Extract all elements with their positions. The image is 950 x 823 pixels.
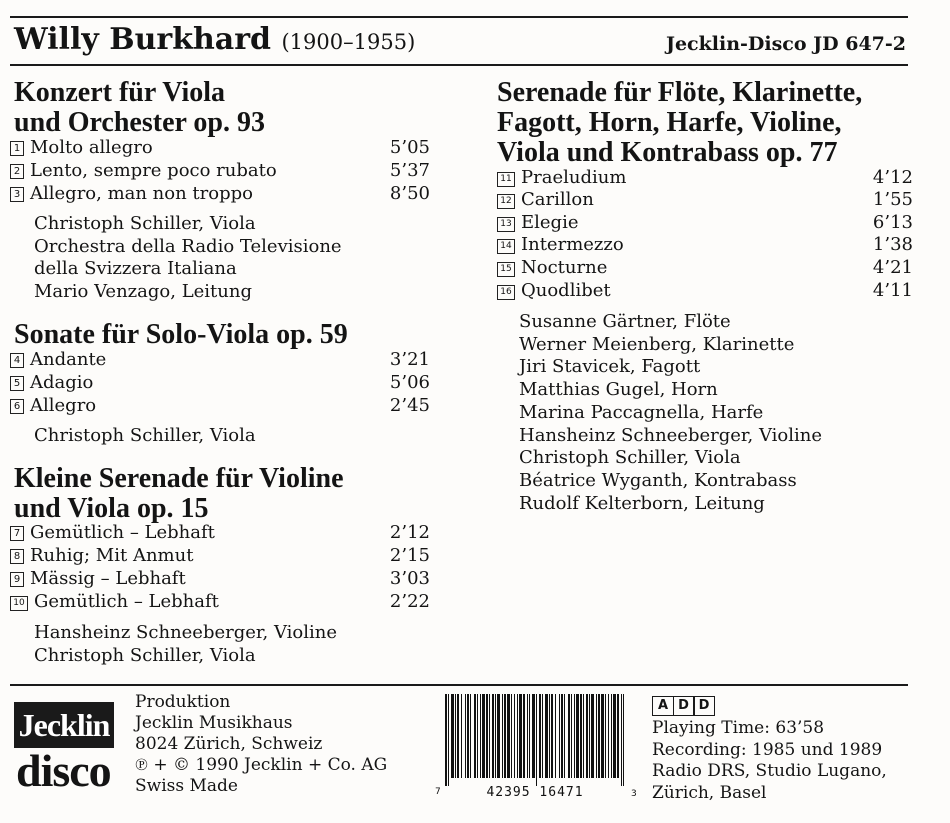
bottom-rule — [10, 684, 908, 686]
track-number: 9 — [10, 572, 24, 587]
track-row — [10, 160, 430, 183]
barcode-bar — [495, 694, 496, 778]
track-duration: 1’38 — [872, 234, 913, 255]
top-rule — [10, 16, 908, 18]
track-row — [10, 183, 430, 206]
barcode-bar — [511, 694, 512, 778]
barcode-bar — [617, 694, 619, 778]
barcode-bar — [507, 694, 510, 778]
barcode-bar — [474, 694, 476, 778]
barcode-bars — [445, 694, 624, 786]
composer-name: Willy Burkhard — [14, 22, 272, 57]
track-name: Allegro, man non troppo — [30, 183, 253, 204]
barcode-bar — [542, 694, 543, 778]
track-number: 7 — [10, 526, 24, 541]
sparscode-letter: D — [693, 696, 715, 716]
barcode-bar — [445, 694, 447, 786]
performer-list — [34, 622, 337, 667]
performer: Orchestra della Radio Televisione — [34, 235, 342, 257]
track-name: Andante — [30, 349, 107, 370]
barcode-bar — [559, 694, 560, 778]
track-row — [497, 234, 913, 257]
track-name: Mässig – Lebhaft — [30, 568, 186, 589]
track-name: Intermezzo — [521, 234, 624, 255]
track-row — [10, 349, 430, 372]
barcode-bar — [486, 694, 488, 778]
barcode-bar — [527, 694, 528, 778]
barcode-bar — [451, 694, 454, 778]
track-duration: 2’15 — [389, 545, 430, 566]
barcode-bar — [514, 694, 515, 778]
barcode-bar — [580, 694, 582, 778]
barcode-bar — [551, 694, 553, 778]
track-number: 3 — [10, 187, 24, 202]
track-number: 10 — [10, 596, 28, 611]
barcode-bar — [601, 694, 604, 778]
barcode-bar — [448, 694, 449, 786]
playing-time: Playing Time: 63’58 — [652, 718, 825, 738]
barcode-bar — [613, 694, 616, 778]
track-row — [497, 212, 913, 235]
barcode-bar — [583, 694, 584, 778]
sparscode-letter: D — [673, 696, 695, 716]
track-name: Molto allegro — [30, 137, 153, 158]
track-number: 6 — [10, 399, 24, 414]
track-duration: 1’55 — [872, 189, 913, 210]
barcode-bar — [623, 694, 624, 786]
track-duration: 5’37 — [389, 160, 430, 181]
track-row — [10, 545, 430, 568]
track-duration: 2’45 — [389, 395, 430, 416]
track-name: Allegro — [30, 395, 97, 416]
label-catalog-number: Jecklin-Disco JD 647-2 — [665, 33, 906, 55]
barcode-bar — [536, 694, 537, 786]
barcode-bar — [608, 694, 609, 778]
performer: Christoph Schiller, Viola — [519, 447, 741, 469]
barcode-bar — [561, 694, 563, 778]
performer: Mario Venzago, Leitung — [34, 281, 252, 303]
composer-heading — [14, 22, 415, 57]
composer-dates: (1900–1955) — [281, 30, 416, 54]
track-number: 1 — [10, 141, 24, 156]
performer: Susanne Gärtner, Flöte — [519, 311, 731, 332]
performer: Hansheinz Schneeberger, Violine — [34, 622, 338, 643]
barcode-bar — [611, 694, 612, 778]
barcode-bar — [489, 694, 490, 778]
barcode-bar — [574, 694, 575, 778]
barcode-bar — [457, 694, 459, 778]
barcode — [435, 690, 635, 800]
barcode-bar — [461, 694, 462, 778]
track-duration: 4’11 — [872, 280, 913, 301]
barcode-bar — [455, 694, 456, 778]
performer-list — [34, 213, 342, 304]
barcode-bar — [589, 694, 590, 778]
track-name: Nocturne — [521, 257, 608, 278]
barcode-digits: 42395 16471 — [486, 785, 584, 800]
barcode-bar — [586, 694, 588, 778]
performer: Rudolf Kelterborn, Leitung — [519, 492, 765, 514]
barcode-bar — [480, 694, 481, 778]
track-name: Lento, sempre poco rubato — [30, 160, 277, 181]
logo-bottom: disco — [16, 745, 111, 796]
performer: Matthias Gugel, Horn — [519, 379, 718, 401]
track-name: Praeludium — [521, 167, 627, 188]
track-name: Adagio — [30, 372, 94, 393]
track-number: 4 — [10, 353, 24, 368]
performer: Christoph Schiller, Viola — [34, 425, 256, 446]
barcode-bar — [621, 694, 622, 786]
work-title-viola-concerto: Konzert für Viola und Orchester op. 93 — [14, 77, 265, 138]
performer: Jiri Stavicek, Fagott — [519, 356, 701, 378]
barcode-bar — [596, 694, 597, 778]
track-name: Gemütlich – Lebhaft — [34, 591, 219, 612]
barcode-bar — [482, 694, 485, 778]
barcode-bar — [470, 694, 471, 778]
barcode-left-digit: 7 — [435, 787, 441, 797]
track-duration: 2’22 — [389, 591, 430, 612]
work-title-solo-sonata: Sonate für Solo-Viola op. 59 — [14, 319, 348, 350]
track-number: 16 — [497, 285, 515, 300]
work-title-serenade-op77: Serenade für Flöte, Klarinette, Fagott, Horn, Harfe, Violine, Viola und Kontrabass op. 77 — [497, 77, 863, 168]
track-duration: 4’12 — [872, 167, 913, 188]
track-duration: 5’06 — [389, 372, 430, 393]
track-row — [497, 189, 913, 212]
barcode-bar — [549, 694, 550, 778]
track-name: Elegie — [521, 212, 579, 233]
barcode-bar — [568, 694, 570, 778]
track-number: 13 — [497, 217, 515, 232]
track-name: Gemütlich – Lebhaft — [30, 522, 215, 543]
logo-top: Jecklin — [14, 702, 114, 748]
barcode-bar — [504, 694, 506, 778]
track-duration: 3’21 — [389, 349, 430, 370]
jecklin-disco-logo — [14, 696, 114, 796]
track-duration: 5’05 — [389, 137, 430, 158]
track-number: 8 — [10, 549, 24, 564]
track-row — [10, 568, 430, 591]
track-number: 15 — [497, 262, 515, 277]
track-number: 5 — [10, 376, 24, 391]
barcode-bar — [517, 694, 518, 778]
track-duration: 8’50 — [389, 183, 430, 204]
track-duration: 4’21 — [872, 257, 913, 278]
track-name: Carillon — [521, 189, 594, 210]
production-info: Produktion Jecklin Musikhaus 8024 Zürich, Schweiz ℗ + © 1990 Jecklin + Co. AG Swiss Made — [135, 692, 388, 796]
barcode-right-digit: 3 — [631, 789, 637, 799]
barcode-bar — [519, 694, 522, 778]
track-duration: 2’12 — [389, 522, 430, 543]
barcode-bar — [576, 694, 579, 778]
recording-location: Radio DRS, Studio Lugano, — [652, 761, 887, 781]
sparscode-box — [652, 696, 714, 716]
performer: Marina Paccagnella, Harfe — [519, 401, 764, 423]
barcode-bar — [532, 694, 535, 778]
performer: Werner Meienberg, Klarinette — [519, 333, 795, 355]
performer: Christoph Schiller, Viola — [34, 213, 256, 234]
barcode-bar — [555, 694, 556, 778]
track-duration: 6’13 — [872, 212, 913, 233]
barcode-bar — [467, 694, 469, 778]
track-row — [497, 167, 913, 190]
track-name: Quodlibet — [521, 280, 611, 301]
track-number: 14 — [497, 239, 515, 254]
barcode-bar — [591, 694, 594, 778]
sparscode-letter: A — [652, 696, 674, 716]
barcode-bar — [497, 694, 500, 778]
work-title-kleine-serenade: Kleine Serenade für Violine und Viola op. 15 — [14, 463, 344, 524]
track-row — [10, 395, 430, 418]
barcode-bar — [571, 694, 572, 778]
performer-list — [34, 425, 256, 448]
barcode-bar — [523, 694, 525, 778]
header-rule — [10, 64, 908, 66]
performer: Béatrice Wyganth, Kontrabass — [519, 469, 797, 491]
track-row — [10, 591, 430, 614]
barcode-bar — [564, 694, 565, 778]
barcode-bar — [529, 694, 530, 778]
track-row — [10, 137, 430, 160]
track-row — [497, 280, 913, 303]
track-number: 12 — [497, 194, 515, 209]
barcode-bar — [502, 694, 503, 778]
performer: Christoph Schiller, Viola — [34, 644, 256, 666]
track-row — [497, 257, 913, 280]
track-row — [10, 522, 430, 545]
recording-years: Recording: 1985 und 1989 — [652, 739, 883, 760]
barcode-bar — [598, 694, 600, 778]
performer: Hansheinz Schneeberger, Violine — [519, 424, 823, 446]
recording-location-cont: Zürich, Basel — [652, 782, 767, 803]
performer-list — [519, 311, 822, 515]
track-number: 2 — [10, 164, 24, 179]
track-number: 11 — [497, 172, 515, 187]
performer: della Svizzera Italiana — [34, 258, 237, 280]
track-duration: 3’03 — [389, 568, 430, 589]
barcode-bar — [477, 694, 478, 778]
barcode-bar — [492, 694, 494, 778]
track-name: Ruhig; Mit Anmut — [30, 545, 194, 566]
track-row — [10, 372, 430, 395]
barcode-bar — [605, 694, 606, 778]
recording-info — [652, 718, 887, 804]
barcode-bar — [545, 694, 548, 778]
barcode-bar — [539, 694, 541, 778]
barcode-bar — [465, 694, 466, 778]
